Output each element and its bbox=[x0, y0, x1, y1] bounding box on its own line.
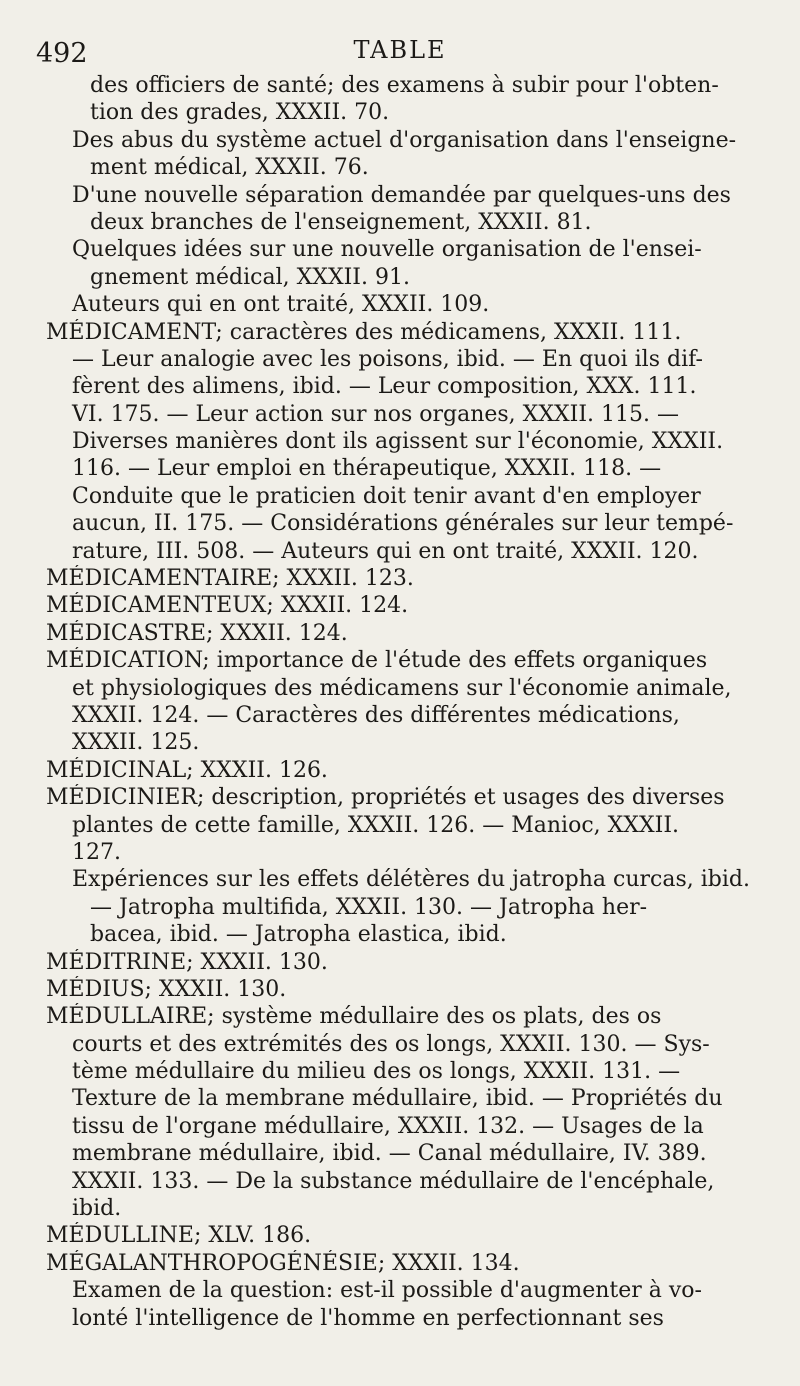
index-line: tissu de l'organe médullaire, XXXII. 132. — Usages de la bbox=[72, 1113, 704, 1139]
page-number: 492 bbox=[36, 38, 88, 69]
index-headword-line: MÉDICINIER; description, propriétés et usages des diverses bbox=[46, 785, 725, 811]
index-line: — Jatropha multifida, XXXII. 130. — Jatropha her- bbox=[90, 894, 648, 920]
index-line: et physiologiques des médicamens sur l'économie animale, bbox=[72, 675, 732, 701]
index-line: Expériences sur les effets délétères du jatropha curcas, ibid. bbox=[72, 867, 750, 893]
index-line: XXXII. 124. — Caractères des différentes médications, bbox=[72, 702, 680, 728]
index-line: deux branches de l'enseignement, XXXII. 81. bbox=[90, 209, 592, 235]
index-line: courts et des extrémités des os longs, XXXII. 130. — Sys- bbox=[72, 1031, 710, 1057]
index-headword-line: MÉDICASTRE; XXXII. 124. bbox=[46, 620, 348, 646]
index-line: gnement médical, XXXII. 91. bbox=[90, 264, 410, 290]
index-headword-line: MÉDICAMENT; caractères des médicamens, XXXII. 111. bbox=[46, 319, 682, 345]
index-line: XXXII. 133. — De la substance médullaire de l'encéphale, bbox=[72, 1168, 715, 1194]
index-line: bacea, ibid. — Jatropha elastica, ibid. bbox=[90, 922, 507, 948]
index-headword-line: MÉDICAMENTEUX; XXXII. 124. bbox=[46, 593, 409, 619]
index-text bbox=[46, 72, 756, 1332]
index-headword-line: MÉDICINAL; XXXII. 126. bbox=[46, 757, 328, 783]
index-line: 116. — Leur emploi en thérapeutique, XXXII. 118. — bbox=[72, 456, 662, 482]
index-headword-line: MÉDITRINE; XXXII. 130. bbox=[46, 949, 328, 975]
index-headword-line: MÉDIUS; XXXII. 130. bbox=[46, 976, 287, 1002]
index-line: D'une nouvelle séparation demandée par quelques-uns des bbox=[72, 182, 731, 208]
index-line: Quelques idées sur une nouvelle organisation de l'ensei- bbox=[72, 237, 702, 263]
index-line: Conduite que le praticien doit tenir avant d'en employer bbox=[72, 483, 701, 509]
index-headword-line: MÉDULLINE; XLV. 186. bbox=[46, 1223, 312, 1249]
running-title: TABLE bbox=[353, 36, 447, 64]
index-headword-line: MÉDICATION; importance de l'étude des effets organiques bbox=[46, 648, 708, 674]
index-headword-line: MÉDULLAIRE; système médullaire des os plats, des os bbox=[46, 1004, 662, 1030]
index-line: VI. 175. — Leur action sur nos organes, XXXII. 115. — bbox=[72, 401, 679, 427]
index-line: des officiers de santé; des examens à subir pour l'obten- bbox=[90, 73, 719, 98]
index-headword-line: MÉDICAMENTAIRE; XXXII. 123. bbox=[46, 566, 414, 592]
index-line: — Leur analogie avec les poisons, ibid. — En quoi ils dif- bbox=[72, 346, 703, 372]
index-line: aucun, II. 175. — Considérations générales sur leur tempé- bbox=[72, 511, 734, 537]
index-line: ment médical, XXXII. 76. bbox=[90, 155, 369, 181]
index-line: ibid. bbox=[72, 1196, 122, 1222]
index-line: tème médullaire du milieu des os longs, XXXII. 131. — bbox=[72, 1059, 681, 1085]
index-line: membrane médullaire, ibid. — Canal médullaire, IV. 389. bbox=[72, 1141, 707, 1167]
index-line: 127. bbox=[72, 839, 121, 865]
index-headword-line: MÉGALANTHROPOGÉNÉSIE; XXXII. 134. bbox=[46, 1250, 520, 1276]
index-line: fèrent des alimens, ibid. — Leur composition, XXX. 111. bbox=[72, 374, 697, 400]
index-line: Examen de la question: est-il possible d'augmenter à vo- bbox=[72, 1278, 702, 1304]
index-line: Diverses manières dont ils agissent sur l'économie, XXXII. bbox=[72, 429, 724, 455]
index-line: rature, III. 508. — Auteurs qui en ont traité, XXXII. 120. bbox=[72, 538, 699, 564]
index-line: plantes de cette famille, XXXII. 126. — Manioc, XXXII. bbox=[72, 812, 679, 838]
index-line: tion des grades, XXXII. 70. bbox=[90, 100, 390, 126]
index-line: Texture de la membrane médullaire, ibid. — Propriétés du bbox=[72, 1086, 723, 1112]
index-line: Auteurs qui en ont traité, XXXII. 109. bbox=[72, 292, 490, 318]
index-line: XXXII. 125. bbox=[72, 730, 200, 756]
index-line: Des abus du système actuel d'organisation dans l'enseigne- bbox=[72, 127, 737, 153]
index-line: lonté l'intelligence de l'homme en perfectionnant ses bbox=[72, 1305, 664, 1331]
